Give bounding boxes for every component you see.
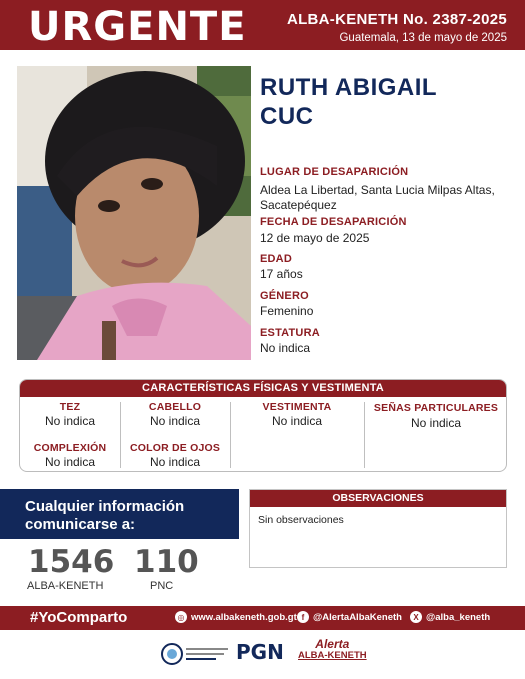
- ojos-label: COLOR DE OJOS: [129, 442, 221, 454]
- characteristics-panel: [19, 379, 507, 472]
- fecha-value: 12 de mayo de 2025: [260, 231, 370, 245]
- globe-icon: ◎: [175, 611, 187, 623]
- website-link[interactable]: [175, 611, 297, 623]
- estatura-label: ESTATURA: [260, 327, 320, 339]
- hashtag: #YoComparto: [30, 609, 128, 626]
- tez-label: TEZ: [59, 401, 81, 413]
- tez-value: No indica: [44, 414, 96, 428]
- logos-row: [0, 636, 525, 676]
- lugar-label: LUGAR DE DESAPARICIÓN: [260, 166, 409, 178]
- edad-value: 17 años: [260, 267, 303, 281]
- complexion-value: No indica: [44, 455, 96, 469]
- alerta-word: Alerta: [315, 637, 350, 651]
- person-name: [260, 73, 510, 131]
- facebook-link[interactable]: [297, 611, 402, 623]
- senas-value: No indica: [410, 416, 462, 430]
- senas-label: SEÑAS PARTICULARES: [373, 402, 499, 414]
- facebook-text: @AlertaAlbaKeneth: [313, 611, 402, 623]
- facebook-icon: f: [297, 611, 309, 623]
- contact-line1: Cualquier información: [25, 498, 185, 515]
- cabello-label: CABELLO: [148, 401, 202, 413]
- contact-banner: [0, 489, 239, 539]
- genero-label: GÉNERO: [260, 290, 309, 302]
- website-text: www.albakeneth.gob.gt: [191, 611, 297, 623]
- genero-value: Femenino: [260, 304, 314, 318]
- ojos-value: No indica: [149, 455, 201, 469]
- characteristics-title: CARACTERÍSTICAS FÍSICAS Y VESTIMENTA: [20, 380, 506, 397]
- urgent-title: URGENTE: [28, 4, 247, 50]
- lugar-value-line1: Aldea La Libertad, Santa Lucia Milpas Altas,: [260, 183, 495, 197]
- phone-alba-keneth-label: ALBA-KENETH: [27, 580, 104, 592]
- case-number: ALBA-KENETH No. 2387-2025: [286, 11, 507, 28]
- observations-title: OBSERVACIONES: [250, 490, 506, 507]
- estatura-value: No indica: [260, 341, 311, 355]
- alba-keneth-word: ALBA-KENETH: [298, 650, 367, 661]
- government-seal-logo: [160, 640, 230, 673]
- case-date: Guatemala, 13 de mayo de 2025: [339, 32, 507, 44]
- x-icon: X: [410, 611, 422, 623]
- edad-label: EDAD: [260, 253, 292, 265]
- alerta-alba-keneth-logo: [298, 638, 367, 662]
- person-name-line2: CUC: [260, 103, 314, 130]
- phone-pnc-label: PNC: [150, 580, 174, 592]
- person-name-line1: RUTH ABIGAIL: [260, 74, 438, 101]
- pgn-logo: PGN: [236, 640, 284, 664]
- lugar-value-line2: Sacatepéquez: [260, 198, 337, 212]
- vestimenta-value: No indica: [271, 414, 323, 428]
- observations-text: Sin observaciones: [258, 514, 344, 526]
- x-text: @alba_keneth: [426, 611, 491, 623]
- phone-alba-keneth[interactable]: 1546: [28, 544, 115, 580]
- missing-person-photo: [17, 66, 251, 360]
- complexion-label: COMPLEXIÓN: [33, 442, 107, 454]
- vestimenta-label: VESTIMENTA: [262, 401, 332, 413]
- contact-line2: comunicarse a:: [25, 516, 136, 533]
- fecha-label: FECHA DE DESAPARICIÓN: [260, 216, 407, 228]
- footer-bar: [0, 606, 525, 630]
- cabello-value: No indica: [149, 414, 201, 428]
- observations-panel: [249, 489, 507, 568]
- phone-pnc[interactable]: 110: [134, 544, 199, 580]
- x-link[interactable]: [410, 611, 490, 623]
- header-banner: [0, 0, 525, 50]
